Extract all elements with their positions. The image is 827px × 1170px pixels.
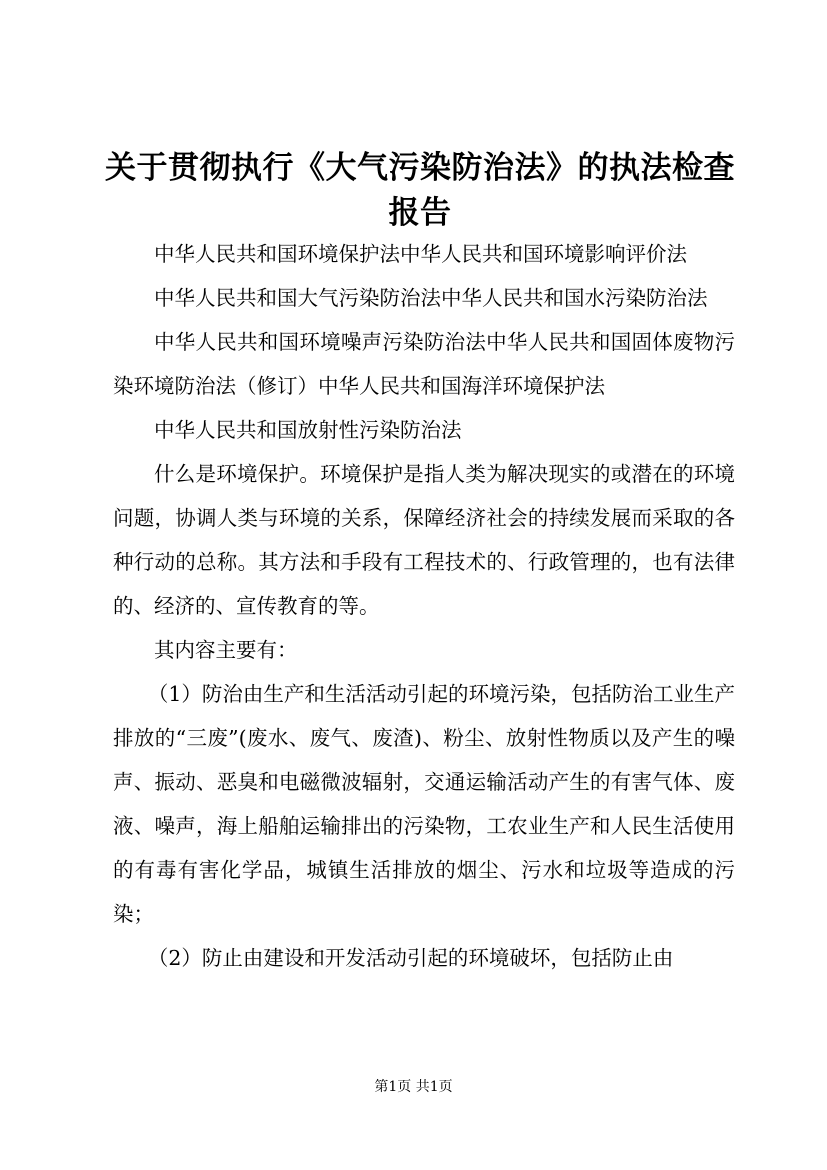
paragraph-item-1: （1）防治由生产和生活活动引起的环境污染，包括防治工业生产排放的“三废”(废水、废气、废渣)、粉尘、放射性物质以及产生的噪声、振动、恶臭和电磁微波辐射，交通运输活动产生的有害气体、废液、噪声，海上船舶运输排出的污染物，工农业生产和人民生活使用的有毒有害化学品，城镇生活排放的烟尘、污水和垃圾等造成的污染； bbox=[113, 682, 735, 926]
paragraph-law-list-3: 中华人民共和国环境噪声污染防治法中华人民共和国固体废物污染环境防治法（修订）中华人民共和国海洋环境保护法 bbox=[113, 330, 735, 398]
paragraph-law-list-1: 中华人民共和国环境保护法中华人民共和国环境影响评价法 bbox=[154, 242, 687, 266]
paragraph-item-2: （2）防止由建设和开发活动引起的环境破坏，包括防止由 bbox=[147, 946, 674, 970]
paragraph-law-list-4: 中华人民共和国放射性污染防治法 bbox=[154, 418, 462, 442]
page-number-footer: 第1页 共1页 bbox=[374, 1079, 453, 1095]
paragraph-definition: 什么是环境保护。环境保护是指人类为解决现实的或潜在的环境问题，协调人类与环境的关系，保障经济社会的持续发展而采取的各种行动的总称。其方法和手段有工程技术的、行政管理的，也有法律的、经济的、宣传教育的等。 bbox=[113, 462, 735, 618]
paragraph-content-intro: 其内容主要有： bbox=[154, 638, 298, 662]
document-title: 关于贯彻执行《大气污染防治法》的执法检查报告 bbox=[105, 150, 735, 231]
paragraph-law-list-2: 中华人民共和国大气污染防治法中华人民共和国水污染防治法 bbox=[154, 286, 708, 310]
document-body bbox=[113, 232, 735, 980]
